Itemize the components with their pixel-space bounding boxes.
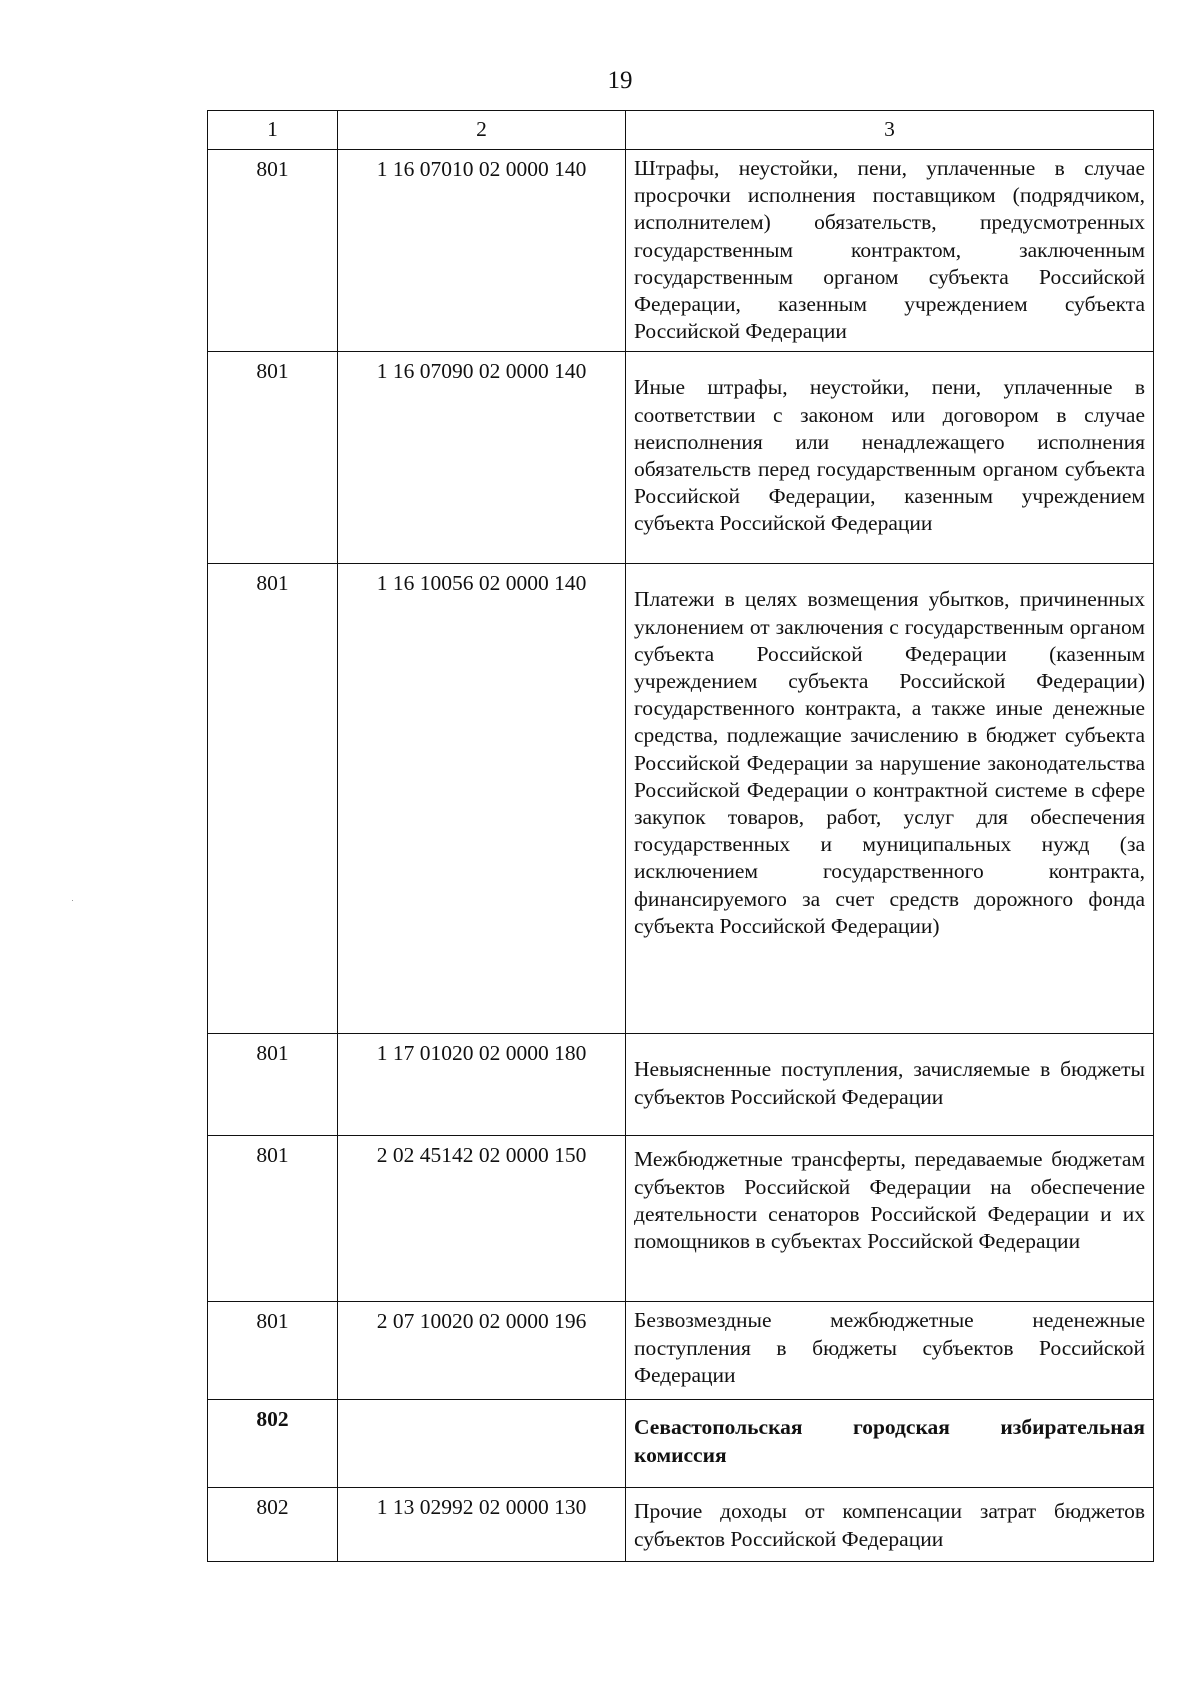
- revenue-code-cell: [338, 1400, 626, 1488]
- description-cell: Невыясненные поступления, зачисляемые в бюджеты субъектов Российской Федерации: [626, 1034, 1154, 1136]
- revenue-code-cell: 1 17 01020 02 0000 180: [338, 1034, 626, 1136]
- column-header-3: 3: [626, 111, 1154, 150]
- description-cell: Штрафы, неустойки, пени, уплаченные в случае просрочки исполнения поставщиком (подрядчиком, исполнителем) обязательств, предусмотренных государственным контрактом, заключенным государственным органом субъекта Российской Федерации, казенным учреждением субъекта Российской Федерации: [626, 150, 1154, 352]
- table-row: [208, 150, 1154, 352]
- revenue-code-cell: 2 07 10020 02 0000 196: [338, 1302, 626, 1400]
- table-row-section-header: [208, 1400, 1154, 1488]
- description-cell: Безвозмездные межбюджетные неденежные поступления в бюджеты субъектов Российской Федерации: [626, 1302, 1154, 1400]
- admin-code-cell: 801: [208, 1136, 338, 1302]
- admin-code-cell: 801: [208, 150, 338, 352]
- description-cell: Прочие доходы от компенсации затрат бюджетов субъектов Российской Федерации: [626, 1488, 1154, 1562]
- admin-code-cell: 801: [208, 1302, 338, 1400]
- table-row: [208, 1136, 1154, 1302]
- revenue-code-cell: 1 16 07090 02 0000 140: [338, 352, 626, 564]
- admin-code-cell: 802: [208, 1400, 338, 1488]
- table-row: [208, 564, 1154, 1034]
- admin-code-cell: 801: [208, 1034, 338, 1136]
- description-cell: Платежи в целях возмещения убытков, причиненных уклонением от заключения с государственным органом субъекта Российской Федерации (казенным учреждением субъекта Российской Федерации) государственного контракта, а также иные денежные средства, подлежащие зачислению в бюджет субъекта Российской Федерации за нарушение законодательства Российской Федерации о контрактной системе в сфере закупок товаров, работ, услуг для обеспечения государственных и муниципальных нужд (за исключением государственного контракта, финансируемого за счет средств дорожного фонда субъекта Российской Федерации): [626, 564, 1154, 1034]
- table-row: [208, 352, 1154, 564]
- scan-artifact: [72, 900, 73, 901]
- admin-code-cell: 801: [208, 352, 338, 564]
- admin-code-cell: 801: [208, 564, 338, 1034]
- revenue-code-cell: 1 16 07010 02 0000 140: [338, 150, 626, 352]
- description-cell: Межбюджетные трансферты, передаваемые бюджетам субъектов Российской Федерации на обеспечение деятельности сенаторов Российской Федерации и их помощников в субъектах Российской Федерации: [626, 1136, 1154, 1302]
- description-cell: Иные штрафы, неустойки, пени, уплаченные в соответствии с законом или договором в случае неисполнения или ненадлежащего исполнения обязательств перед государственным органом субъекта Российской Федерации, казенным учреждением субъекта Российской Федерации: [626, 352, 1154, 564]
- budget-revenue-table: [207, 110, 1154, 1562]
- revenue-code-cell: 1 13 02992 02 0000 130: [338, 1488, 626, 1562]
- description-cell: Севастопольская городская избирательная комиссия: [626, 1400, 1154, 1488]
- page-number: 19: [607, 67, 633, 94]
- column-header-1: 1: [208, 111, 338, 150]
- revenue-code-cell: 2 02 45142 02 0000 150: [338, 1136, 626, 1302]
- table-row: [208, 1488, 1154, 1562]
- column-header-2: 2: [338, 111, 626, 150]
- revenue-code-cell: 1 16 10056 02 0000 140: [338, 564, 626, 1034]
- table-row: [208, 1034, 1154, 1136]
- table-row: [208, 1302, 1154, 1400]
- admin-code-cell: 802: [208, 1488, 338, 1562]
- table-header-row: [208, 111, 1154, 150]
